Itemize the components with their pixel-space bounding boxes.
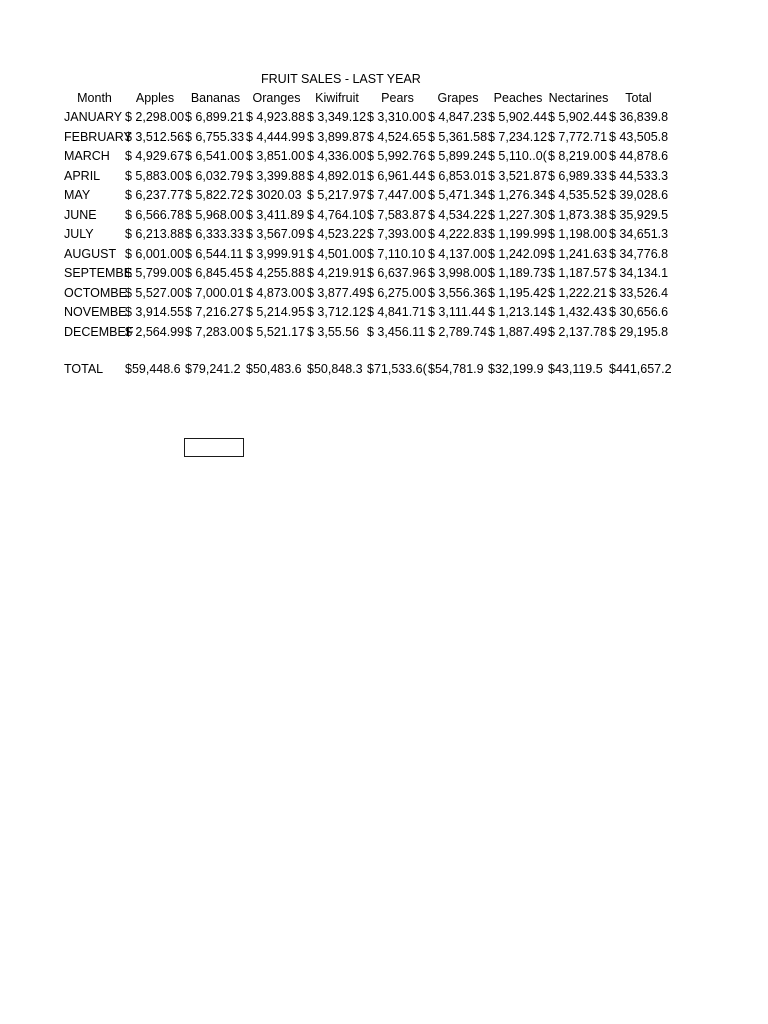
cell-peaches[interactable]: $ 1,195.42: [488, 285, 548, 300]
cell-kiwifruit[interactable]: $ 3,899.87: [307, 129, 367, 144]
cell-kiwifruit[interactable]: $ 4,892.01: [307, 168, 367, 183]
cell-peaches[interactable]: Peaches: [493, 91, 543, 105]
cell-peaches[interactable]: $ 7,234.12: [488, 129, 548, 144]
cell-month[interactable]: OCTOMBE: [64, 285, 127, 300]
cell-nectarines[interactable]: $ 5,902.44: [548, 110, 608, 124]
cell-grapes[interactable]: $ 4,222.83: [428, 227, 488, 241]
cell-oranges[interactable]: $ 5,521.17: [246, 324, 306, 339]
cell-month[interactable]: NOVEMBE: [64, 305, 127, 319]
cell-total[interactable]: $ 43,505.8: [609, 129, 669, 144]
cell-month[interactable]: AUGUST: [64, 246, 117, 261]
cell-apples[interactable]: $ 3,512.56: [125, 129, 185, 144]
cell-grapes[interactable]: Grapes: [437, 91, 479, 105]
cell-apples[interactable]: $ 2,564.99: [125, 324, 185, 339]
cell-oranges[interactable]: $ 4,255.88: [246, 266, 306, 280]
cell-grapes[interactable]: $ 2,789.74: [428, 324, 488, 339]
cell-pears[interactable]: $ 6,961.44: [367, 168, 427, 183]
cell-bananas[interactable]: $ 6,544.11: [185, 246, 244, 261]
cell-month[interactable]: DECEMBEF: [64, 324, 134, 339]
cell-month[interactable]: JULY: [64, 227, 94, 241]
cell-peaches[interactable]: $ 5,902.44: [488, 110, 548, 124]
cell-total[interactable]: $ 33,526.4: [609, 285, 669, 300]
cell-bananas[interactable]: $ 5,968.00: [185, 207, 245, 222]
cell-total[interactable]: $441,657.2: [609, 362, 672, 376]
cell-grapes[interactable]: $ 3,556.36: [428, 285, 488, 300]
table-row: [64, 108, 668, 127]
sheet-title: FRUIT SALES - LAST YEAR: [261, 72, 421, 86]
cell-month[interactable]: FEBRUARY: [64, 129, 132, 144]
cell-oranges[interactable]: $ 4,444.99: [246, 129, 306, 144]
table-row: [64, 284, 668, 303]
cell-pears[interactable]: $ 5,992.76: [367, 149, 427, 163]
cell-bananas[interactable]: $ 6,333.33: [185, 227, 245, 241]
cell-bananas[interactable]: $ 6,845.45: [185, 266, 245, 280]
cell-apples[interactable]: Apples: [135, 91, 175, 105]
cell-grapes[interactable]: $ 3,998.00: [428, 266, 488, 280]
cell-pears[interactable]: $ 3,310.00: [367, 110, 427, 124]
cell-total[interactable]: $ 34,776.8: [609, 246, 669, 261]
cell-oranges[interactable]: $ 3020.03: [246, 188, 302, 202]
cell-month[interactable]: MAY: [64, 188, 91, 202]
cell-peaches[interactable]: $ 5,110..0(: [488, 149, 547, 163]
cell-nectarines[interactable]: $ 2,137.78: [548, 324, 608, 339]
table-row: [64, 245, 668, 264]
cell-nectarines[interactable]: Nectarines: [548, 91, 609, 105]
cell-month[interactable]: JUNE: [64, 207, 97, 222]
table-row: [64, 264, 668, 283]
cell-nectarines[interactable]: $ 1,241.63: [548, 246, 608, 261]
cell-bananas[interactable]: $ 6,541.00: [185, 149, 245, 163]
cell-grapes[interactable]: $ 4,137.00: [428, 246, 488, 261]
cell-pears[interactable]: $71,533.6(: [367, 362, 427, 376]
cell-pears[interactable]: $ 3,456.11: [367, 324, 426, 339]
cell-nectarines[interactable]: $ 1,222.21: [548, 285, 608, 300]
cell-apples[interactable]: $ 6,213.88: [125, 227, 185, 241]
cell-kiwifruit[interactable]: $ 3,712.12: [307, 305, 367, 319]
total-row: [64, 360, 672, 379]
cell-oranges[interactable]: $ 3,399.88: [246, 168, 306, 183]
cell-oranges[interactable]: $50,483.6: [246, 362, 302, 376]
cell-total[interactable]: $ 30,656.6: [609, 305, 669, 319]
cell-peaches[interactable]: $ 1,887.49: [488, 324, 548, 339]
cell-peaches[interactable]: $ 3,521.87: [488, 168, 548, 183]
cell-nectarines[interactable]: $ 8,219.00: [548, 149, 608, 163]
cell-total[interactable]: $ 34,651.3: [609, 227, 669, 241]
cell-peaches[interactable]: $ 1,189.73: [488, 266, 548, 280]
cell-peaches[interactable]: $ 1,227.30: [488, 207, 548, 222]
table-row: [64, 186, 668, 205]
cell-kiwifruit[interactable]: $ 3,349.12: [307, 110, 367, 124]
cell-bananas[interactable]: $79,241.2: [185, 362, 241, 376]
cell-bananas[interactable]: Bananas: [190, 91, 241, 105]
cell-apples[interactable]: $ 2,298.00: [125, 110, 185, 124]
cell-grapes[interactable]: $ 4,534.22: [428, 207, 488, 222]
cell-grapes[interactable]: $54,781.9: [428, 362, 484, 376]
cell-kiwifruit[interactable]: $ 4,501.00: [307, 246, 367, 261]
cell-bananas[interactable]: $ 7,216.27: [185, 305, 245, 319]
cell-oranges[interactable]: $ 3,999.91: [246, 246, 306, 261]
cell-kiwifruit[interactable]: $ 5,217.97: [307, 188, 367, 202]
cell-pears[interactable]: Pears: [381, 91, 414, 105]
cell-total[interactable]: $ 44,878.6: [609, 149, 669, 163]
cell-grapes[interactable]: $ 3,111.44: [428, 305, 486, 319]
cell-bananas[interactable]: $ 7,283.00: [185, 324, 245, 339]
cell-nectarines[interactable]: $43,119.5: [548, 362, 603, 376]
cell-total[interactable]: $ 36,839.8: [609, 110, 669, 124]
cell-nectarines[interactable]: $ 7,772.71: [548, 129, 608, 144]
cell-grapes[interactable]: $ 5,899.24: [428, 149, 488, 163]
cell-peaches[interactable]: $32,199.9: [488, 362, 544, 376]
cell-bananas[interactable]: $ 6,899.21: [185, 110, 245, 124]
cell-total[interactable]: $ 39,028.6: [609, 188, 669, 202]
cell-peaches[interactable]: $ 1,213.14: [488, 305, 548, 319]
table-row: [64, 167, 668, 186]
cell-apples[interactable]: $ 4,929.67: [125, 149, 185, 163]
cell-total[interactable]: $ 34,134.1: [609, 266, 669, 280]
cell-oranges[interactable]: $ 3,411.89: [246, 207, 305, 222]
cell-pears[interactable]: $ 7,393.00: [367, 227, 427, 241]
cell-month[interactable]: JANUARY: [64, 110, 123, 124]
cell-bananas[interactable]: $ 6,755.33: [185, 129, 245, 144]
cell-total[interactable]: $ 44,533.3: [609, 168, 669, 183]
cell-oranges[interactable]: $ 3,851.00: [246, 149, 306, 163]
cell-oranges[interactable]: $ 4,873.00: [246, 285, 306, 300]
cell-bananas[interactable]: $ 7,000.01: [185, 285, 245, 300]
cell-oranges[interactable]: $ 3,567.09: [246, 227, 306, 241]
cell-total[interactable]: $ 35,929.5: [609, 207, 669, 222]
cell-nectarines[interactable]: $ 6,989.33: [548, 168, 608, 183]
cell-pears[interactable]: $ 6,275.00: [367, 285, 427, 300]
cell-kiwifruit[interactable]: $ 4,336.00: [307, 149, 367, 163]
cell-kiwifruit[interactable]: Kiwifruit: [315, 91, 359, 105]
cell-pears[interactable]: $ 7,447.00: [367, 188, 427, 202]
table-row: [64, 147, 668, 166]
selected-cell[interactable]: [184, 438, 244, 457]
header-row: [64, 89, 668, 108]
cell-apples[interactable]: $ 6,566.78: [125, 207, 185, 222]
table-row: [64, 206, 668, 225]
cell-peaches[interactable]: $ 1,242.09: [488, 246, 548, 261]
cell-grapes[interactable]: $ 4,847.23: [428, 110, 488, 124]
cell-month[interactable]: SEPTEMBE: [64, 266, 133, 280]
cell-nectarines[interactable]: $ 1,873.38: [548, 207, 608, 222]
cell-kiwifruit[interactable]: $50,848.3: [307, 362, 363, 376]
cell-apples[interactable]: $ 5,883.00: [125, 168, 185, 183]
table-row: [64, 225, 668, 244]
cell-oranges[interactable]: Oranges: [252, 91, 301, 105]
cell-bananas[interactable]: $ 5,822.72: [185, 188, 245, 202]
cell-oranges[interactable]: $ 4,923.88: [246, 110, 306, 124]
cell-peaches[interactable]: $ 1,276.34: [488, 188, 548, 202]
cell-bananas[interactable]: $ 6,032.79: [185, 168, 245, 183]
cell-pears[interactable]: $ 4,524.65: [367, 129, 427, 144]
cell-total[interactable]: Total: [625, 91, 652, 105]
table-row: [64, 323, 668, 342]
cell-apples[interactable]: $ 5,799.00: [125, 266, 185, 280]
cell-apples[interactable]: $ 3,914.55: [125, 305, 185, 319]
cell-apples[interactable]: $ 5,527.00: [125, 285, 185, 300]
cell-peaches[interactable]: $ 1,199.99: [488, 227, 548, 241]
cell-month[interactable]: MARCH: [64, 149, 110, 163]
cell-oranges[interactable]: $ 5,214.95: [246, 305, 306, 319]
cell-kiwifruit[interactable]: $ 4,764.10: [307, 207, 367, 222]
cell-kiwifruit[interactable]: $ 3,55.56: [307, 324, 360, 339]
cell-month[interactable]: TOTAL: [64, 362, 104, 376]
cell-pears[interactable]: $ 4,841.71: [367, 305, 427, 319]
cell-month[interactable]: Month: [77, 91, 112, 105]
cell-grapes[interactable]: $ 5,361.58: [428, 129, 488, 144]
cell-total[interactable]: $ 29,195.8: [609, 324, 669, 339]
cell-apples[interactable]: $59,448.6: [125, 362, 181, 376]
cell-apples[interactable]: $ 6,237.77: [125, 188, 185, 202]
cell-kiwifruit[interactable]: $ 4,523.22: [307, 227, 367, 241]
cell-pears[interactable]: $ 6,637.96: [367, 266, 427, 280]
cell-kiwifruit[interactable]: $ 3,877.49: [307, 285, 367, 300]
cell-apples[interactable]: $ 6,001.00: [125, 246, 185, 261]
cell-nectarines[interactable]: $ 1,198.00: [548, 227, 608, 241]
cell-nectarines[interactable]: $ 1,432.43: [548, 305, 608, 319]
cell-pears[interactable]: $ 7,583.87: [367, 207, 427, 222]
cell-grapes[interactable]: $ 6,853.01: [428, 168, 488, 183]
table-row: [64, 303, 668, 322]
cell-nectarines[interactable]: $ 1,187.57: [548, 266, 608, 280]
cell-pears[interactable]: $ 7,110.10: [367, 246, 426, 261]
cell-grapes[interactable]: $ 5,471.34: [428, 188, 488, 202]
cell-nectarines[interactable]: $ 4,535.52: [548, 188, 608, 202]
table-row: [64, 128, 668, 147]
cell-month[interactable]: APRIL: [64, 168, 101, 183]
cell-kiwifruit[interactable]: $ 4,219.91: [307, 266, 367, 280]
